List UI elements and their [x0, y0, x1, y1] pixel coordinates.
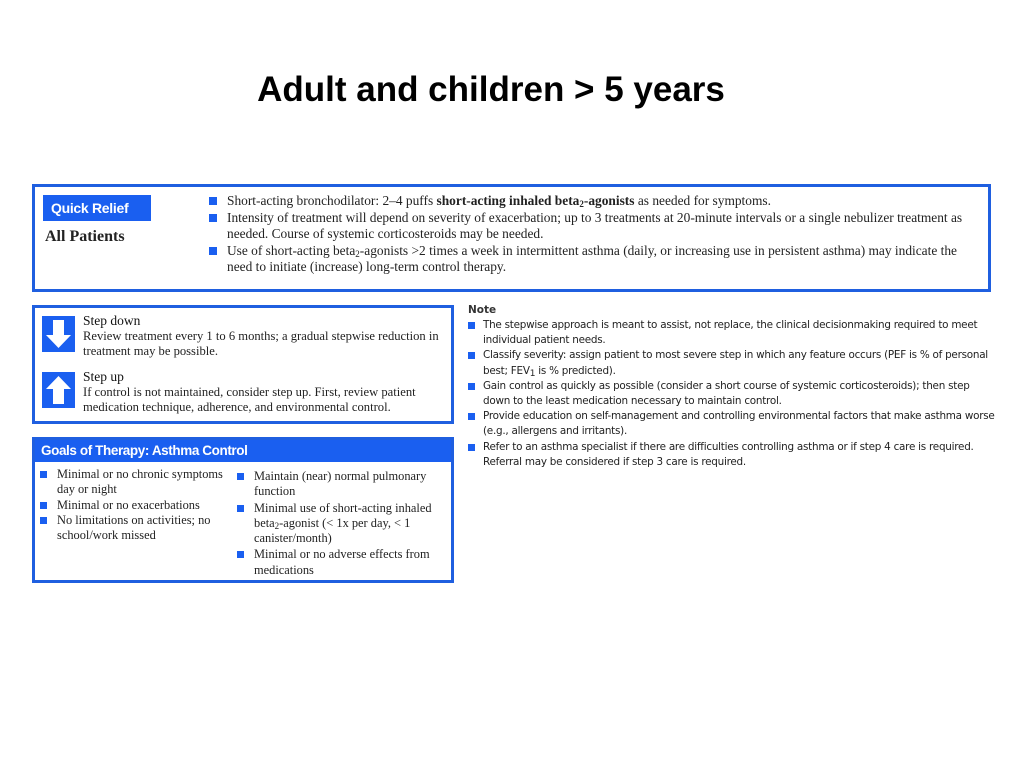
item-text: Short-acting bronchodilator: 2–4 puffs — [227, 193, 437, 208]
square-bullet-icon — [40, 517, 47, 524]
quick-relief-badge: Quick Relief — [43, 195, 151, 221]
item-text: Use of short-acting beta — [227, 242, 356, 258]
item-text: is % predicted). — [535, 364, 616, 377]
arrow-down-icon — [42, 316, 75, 352]
step-down-text: Review treatment every 1 to 6 months; a gradual stepwise reduction in treatment may be possible. — [83, 329, 439, 358]
list-item — [237, 469, 452, 500]
quick-relief-box — [32, 184, 991, 292]
item-text: No limitations on activities; no school/work missed — [57, 512, 211, 543]
list-item — [237, 501, 452, 547]
arrow-up-icon — [42, 372, 75, 408]
step-up-text: If control is not maintained, consider step up. First, review patient medication technique, adherence, and environmental control. — [83, 385, 416, 414]
item-text: as needed for symptoms. — [634, 193, 771, 208]
list-item — [209, 243, 979, 276]
item-text: Minimal use of short-acting inhaled beta — [254, 500, 432, 530]
goals-heading: Goals of Therapy: Asthma Control — [35, 440, 451, 462]
step-box — [32, 305, 454, 424]
note-list — [468, 318, 998, 470]
list-item — [468, 379, 998, 409]
goals-box — [32, 437, 454, 583]
list-item — [209, 193, 979, 210]
list-item — [40, 513, 230, 544]
square-bullet-icon — [209, 197, 217, 205]
subscript: 2 — [355, 248, 360, 259]
list-item — [209, 210, 979, 243]
square-bullet-icon — [237, 505, 244, 512]
item-text: Minimal or no adverse effects from medications — [254, 547, 430, 577]
step-up-heading: Step up — [83, 369, 124, 384]
list-item — [468, 318, 998, 348]
subscript: 2 — [579, 199, 584, 209]
all-patients-label: All Patients — [45, 228, 125, 245]
square-bullet-icon — [468, 383, 475, 390]
page-title: Adult and children > 5 years — [257, 70, 725, 109]
goals-left-list — [40, 467, 230, 543]
item-text: -agonist (< 1x per day, < 1 canister/month) — [254, 515, 411, 546]
item-text: Provide education on self-management and controlling environmental factors that make asthma worse (e.g., allergens and irritants). — [483, 410, 995, 438]
item-text: Refer to an asthma specialist if there are difficulties controlling asthma or if step 4 care is required. Referral may be considered if step 3 care is required. — [483, 440, 974, 468]
square-bullet-icon — [468, 413, 475, 420]
list-item — [40, 498, 230, 513]
item-text: The stepwise approach is meant to assist, not replace, the clinical decisionmaking required to meet individual patient needs. — [483, 319, 978, 347]
list-item — [468, 348, 998, 378]
item-text: Classify severity: assign patient to most severe step in which any feature occurs (PEF is % of personal best; FEV — [483, 349, 988, 377]
square-bullet-icon — [468, 352, 475, 359]
square-bullet-icon — [237, 551, 244, 558]
list-item — [40, 467, 230, 498]
square-bullet-icon — [40, 471, 47, 478]
square-bullet-icon — [237, 473, 244, 480]
item-text: -agonists >2 times a week in intermittent asthma (daily, or increasing use in persistent asthma) may indicate the need to initiate (increase) long-term control therapy. — [227, 242, 957, 274]
square-bullet-icon — [209, 214, 217, 222]
quick-relief-list — [209, 193, 979, 276]
item-text: Maintain (near) normal pulmonary function — [254, 469, 427, 499]
item-bold-text: -agonists — [583, 193, 635, 208]
square-bullet-icon — [209, 247, 217, 255]
square-bullet-icon — [468, 322, 475, 329]
item-text: Minimal or no exacerbations — [57, 497, 200, 512]
item-text: Minimal or no chronic symptoms day or night — [57, 467, 223, 497]
note-section — [468, 304, 998, 470]
goals-right-list — [237, 469, 452, 579]
list-item — [468, 440, 998, 470]
list-item — [237, 547, 452, 578]
item-text: Gain control as quickly as possible (consider a short course of systemic corticosteroids); then step down to the least medication necessary to maintain control. — [483, 379, 970, 408]
square-bullet-icon — [468, 444, 475, 451]
list-item — [468, 409, 998, 439]
item-bold — [437, 193, 635, 208]
item-text: Intensity of treatment will depend on severity of exacerbation; up to 3 treatments at 20-minute intervals or a single nebulizer treatment as needed. Course of systemic corticosteroids may be needed. — [227, 209, 963, 241]
square-bullet-icon — [40, 502, 47, 509]
subscript: 2 — [274, 520, 280, 531]
step-down-heading: Step down — [83, 313, 141, 328]
note-title: Note — [468, 304, 497, 316]
item-bold-text: short-acting inhaled beta — [436, 193, 580, 208]
subscript: 1 — [529, 368, 536, 379]
